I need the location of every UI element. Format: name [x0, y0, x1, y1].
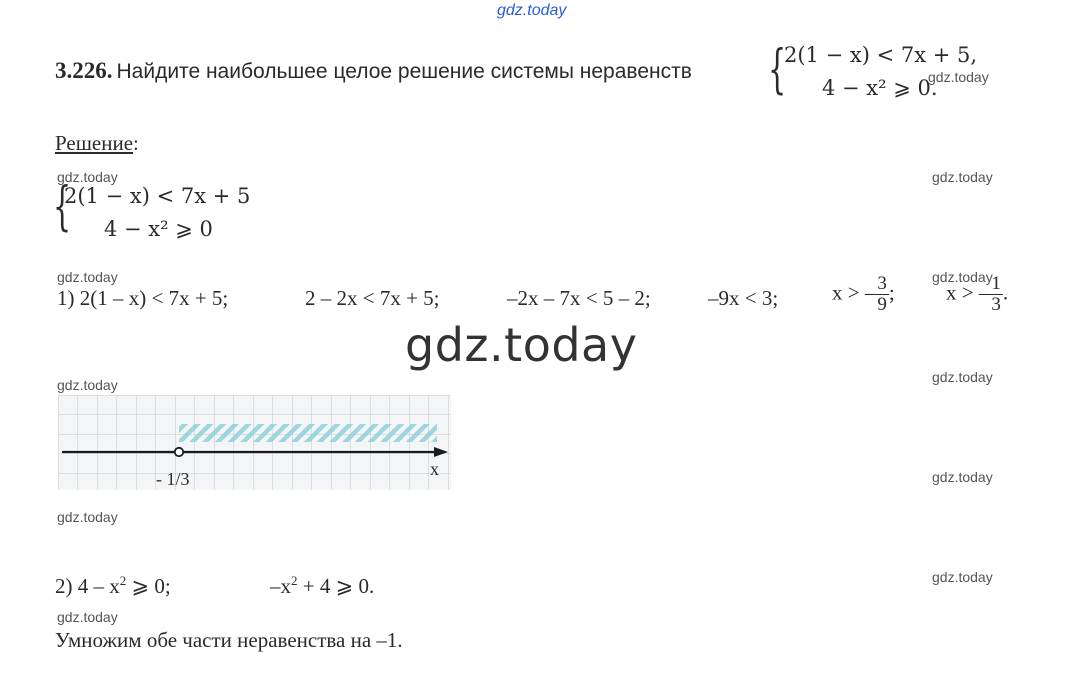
- solution-heading-colon: :: [133, 131, 139, 155]
- number-line-svg: [58, 395, 451, 490]
- watermark-large: gdz.today: [405, 318, 638, 372]
- task-number: 3.226.: [55, 58, 113, 83]
- task-system-line2: 4 − x² ⩾ 0.: [822, 76, 938, 100]
- step1-part4: –9x < 3;: [708, 286, 779, 310]
- watermark-top: gdz.today: [497, 2, 567, 19]
- fraction-denominator: 3: [991, 293, 1001, 315]
- open-point: [175, 448, 183, 456]
- step1-part3: –2x – 7x < 5 – 2;: [507, 286, 651, 310]
- watermark: gdz.today: [932, 269, 993, 285]
- watermark: gdz.today: [57, 377, 118, 393]
- solution-system-brace: {: [53, 177, 72, 237]
- solution-system-line2: 4 − x² ⩾ 0: [104, 217, 213, 241]
- step2-part1-end: ⩾ 0;: [126, 574, 171, 598]
- step2-part2: [270, 573, 374, 599]
- step1-part5-lhs: x > –: [832, 280, 876, 305]
- grid-lines: [58, 395, 451, 490]
- solution-hatching: [179, 424, 437, 442]
- watermark: gdz.today: [932, 569, 993, 585]
- step1-part5: [832, 274, 895, 315]
- fraction-numerator: 3: [877, 273, 887, 294]
- watermark: gdz.today: [57, 509, 118, 525]
- fraction-1-3: [989, 274, 1003, 315]
- step1-part1: 1) 2(1 – x) < 7x + 5;: [57, 286, 229, 310]
- solution-heading-block: [55, 131, 139, 156]
- fraction-numerator: 1: [991, 273, 1001, 294]
- step1-part6: [946, 274, 1008, 315]
- step3-text: Умножим обе части неравенства на –1.: [55, 628, 403, 652]
- solution-heading: Решение: [55, 131, 134, 155]
- fraction-3-9: [875, 274, 889, 315]
- step1-part5-end: ;: [888, 280, 895, 305]
- axis-label: x: [430, 459, 439, 479]
- task-statement: [55, 58, 692, 84]
- watermark: gdz.today: [928, 69, 989, 85]
- number-line-figure: [58, 395, 451, 490]
- watermark: gdz.today: [932, 369, 993, 385]
- step1-part6-lhs: x > –: [946, 280, 990, 305]
- step1-part2: 2 – 2x < 7x + 5;: [305, 286, 440, 310]
- step2-part2-end: + 4 ⩾ 0.: [297, 574, 375, 598]
- step2-part1: [55, 573, 171, 599]
- step2-part1-text: 2) 4 – x: [55, 574, 120, 598]
- solution-system-line1: 2(1 − x) < 7x + 5: [64, 184, 251, 208]
- task-text: Найдите наибольшее целое решение системы неравенств: [116, 60, 692, 83]
- watermark: gdz.today: [57, 169, 118, 185]
- system-brace: {: [768, 40, 787, 100]
- fraction-denominator: 9: [877, 293, 887, 315]
- watermark: gdz.today: [932, 169, 993, 185]
- watermark: gdz.today: [57, 269, 118, 285]
- watermark: gdz.today: [57, 609, 118, 625]
- step2-part2-text: –x: [270, 574, 291, 598]
- point-label: - 1/3: [156, 469, 190, 489]
- watermark: gdz.today: [932, 469, 993, 485]
- step1-part6-end: .: [1002, 280, 1009, 305]
- step2-part2-exponent: 2: [291, 573, 298, 588]
- task-system-line1: 2(1 − x) < 7x + 5,: [784, 43, 978, 67]
- step2-part1-exponent: 2: [119, 573, 127, 588]
